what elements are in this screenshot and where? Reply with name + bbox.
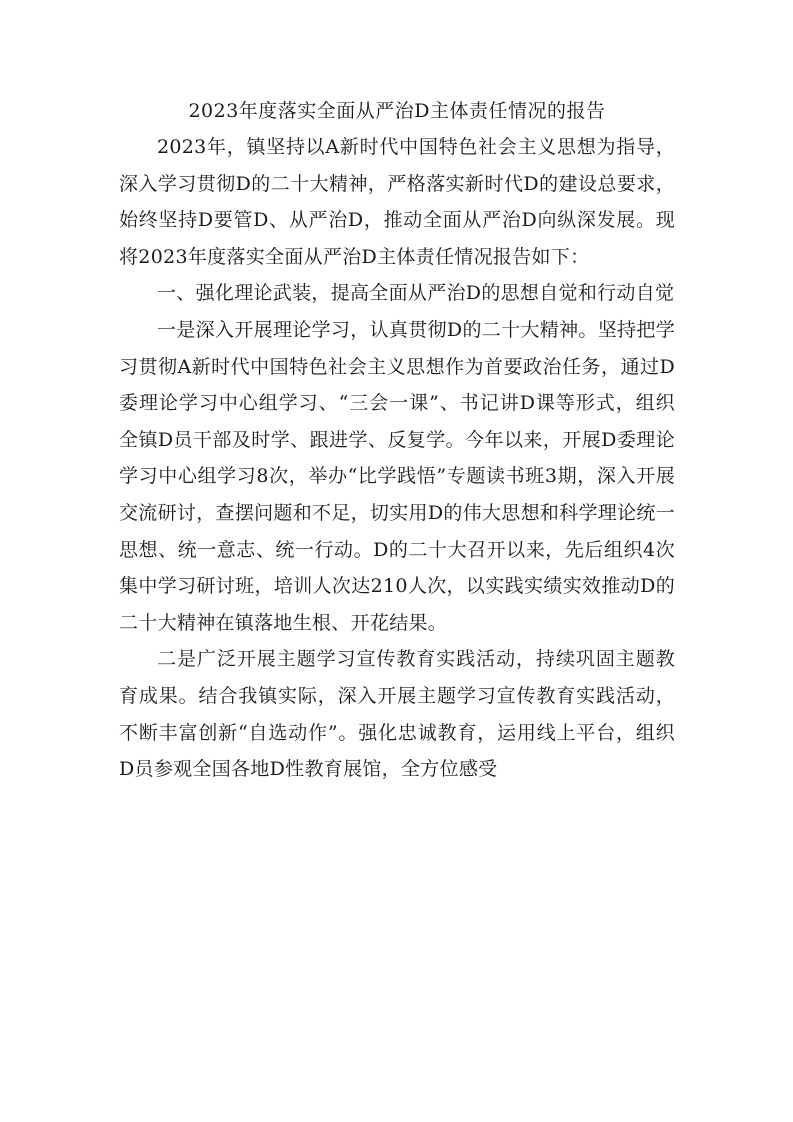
section-heading-1: 一、强化理论武装，提高全面从严治D的思想自觉和行动自觉 <box>157 282 675 305</box>
body-paragraph-1: 一是深入开展理论学习，认真贯彻D的二十大精神。坚持把学习贯彻A新时代中国特色社会主义思想作为首要政治任务，通过D委理论学习中心组学习、“三会一课”、书记讲D课等形式，组织全镇D员干部及时学、跟进学、反复学。今年以来，开展D委理论学习中心组学习8次，举办“比学践悟”专题读书班3期，深入开展交流研讨，查摆问题和不足，切实用D的伟大思想和科学理论统一思想、统一意志、统一行动。D的二十大召开以来，先后组织4次集中学习研讨班，培训人次达210人次，以实践实绩实效推动D的二十大精神在镇落地生根、开花结果。 <box>119 318 675 634</box>
intro-paragraph: 2023年，镇坚持以A新时代中国特色社会主义思想为指导，深入学习贯彻D的二十大精神，严格落实新时代D的建设总要求，始终坚持D要管D、从严治D，推动全面从严治D向纵深发展。现将2023年度落实全面从严治D主体责任情况报告如下： <box>119 136 675 268</box>
document-title: 2023年度落实全面从严治D主体责任情况的报告 <box>188 100 606 122</box>
body-paragraph-2: 二是广泛开展主题学习宣传教育实践活动，持续巩固主题教育成果。结合我镇实际，深入开展主题学习宣传教育实践活动，不断丰富创新“自选动作”。强化忠诚教育，运用线上平台，组织D员参观全国各地D性教育展馆，全方位感受 <box>119 648 675 781</box>
document-page <box>119 93 675 788</box>
